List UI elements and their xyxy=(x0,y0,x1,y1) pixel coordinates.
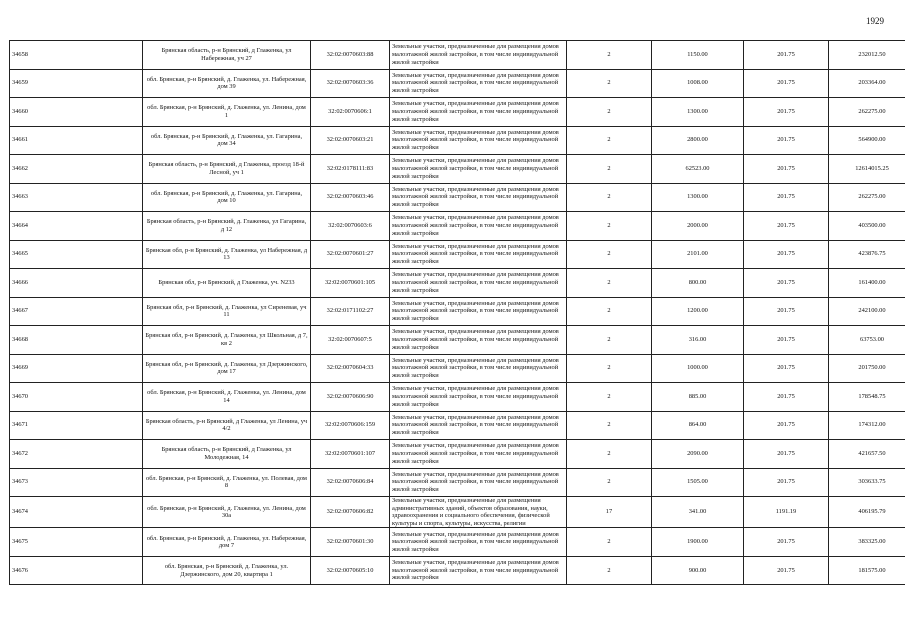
use-category-cell: 2 xyxy=(567,240,652,269)
specific-value-cell: 201.75 xyxy=(744,126,829,155)
cadastral-number-cell: 32:02:0070601:30 xyxy=(311,528,390,557)
parcel-id-cell: 34658 xyxy=(10,41,143,70)
cadastral-number-cell: 32:02:0070603:6 xyxy=(311,212,390,241)
permitted-use-cell: Земельные участки, предназначенные для размещения домов малоэтажной жилой застройки, в том числе индивидуальной жилой застройки xyxy=(390,297,567,326)
cadastral-value-cell: 232012.50 xyxy=(829,41,905,70)
permitted-use-cell: Земельные участки, предназначенные для размещения домов малоэтажной жилой застройки, в том числе индивидуальной жилой застройки xyxy=(390,69,567,98)
use-category-cell: 2 xyxy=(567,183,652,212)
specific-value-cell: 201.75 xyxy=(744,69,829,98)
table-row xyxy=(10,98,905,127)
address-cell: обл. Брянская, р-н Брянский, д. Глаженка, ул. Ленина, дом 30а xyxy=(143,497,311,528)
cadastral-number-cell: 32:02:0070601:107 xyxy=(311,440,390,469)
permitted-use-cell: Земельные участки, предназначенные для размещения домов малоэтажной жилой застройки, в том числе индивидуальной жилой застройки xyxy=(390,556,567,585)
cadastral-number-cell: 32:02:0070603:36 xyxy=(311,69,390,98)
cadastral-number-cell: 32:02:0070606:82 xyxy=(311,497,390,528)
permitted-use-cell: Земельные участки, предназначенные для размещения домов малоэтажной жилой застройки, в том числе индивидуальной жилой застройки xyxy=(390,98,567,127)
use-category-cell: 2 xyxy=(567,468,652,497)
address-cell: Брянская обл, р-н Брянский, д. Глаженка, ул Школьная, д 7, кв 2 xyxy=(143,326,311,355)
area-cell: 1300.00 xyxy=(652,183,744,212)
permitted-use-cell: Земельные участки, предназначенные для размещения домов малоэтажной жилой застройки, в том числе индивидуальной жилой застройки xyxy=(390,155,567,184)
parcel-id-cell: 34674 xyxy=(10,497,143,528)
use-category-cell: 2 xyxy=(567,126,652,155)
address-cell: Брянская область, р-н Брянский, д. Глаженка, ул Гагарина, д 12 xyxy=(143,212,311,241)
parcel-id-cell: 34663 xyxy=(10,183,143,212)
permitted-use-cell: Земельные участки, предназначенные для размещения домов малоэтажной жилой застройки, в том числе индивидуальной жилой застройки xyxy=(390,269,567,298)
area-cell: 341.00 xyxy=(652,497,744,528)
table-row xyxy=(10,383,905,412)
area-cell: 800.00 xyxy=(652,269,744,298)
permitted-use-cell: Земельные участки, предназначенные для размещения домов малоэтажной жилой застройки, в том числе индивидуальной жилой застройки xyxy=(390,240,567,269)
table-row xyxy=(10,41,905,70)
address-cell: Брянская обл, р-н Брянский, д. Глаженка, ул Набережная, д 13 xyxy=(143,240,311,269)
parcel-id-cell: 34672 xyxy=(10,440,143,469)
area-cell: 1900.00 xyxy=(652,528,744,557)
use-category-cell: 2 xyxy=(567,98,652,127)
table-row xyxy=(10,354,905,383)
cadastral-number-cell: 32:02:0070605:10 xyxy=(311,556,390,585)
permitted-use-cell: Земельные участки, предназначенные для размещения домов малоэтажной жилой застройки, в том числе индивидуальной жилой застройки xyxy=(390,440,567,469)
area-cell: 1008.00 xyxy=(652,69,744,98)
specific-value-cell: 201.75 xyxy=(744,383,829,412)
specific-value-cell: 201.75 xyxy=(744,468,829,497)
use-category-cell: 2 xyxy=(567,212,652,241)
area-cell: 885.00 xyxy=(652,383,744,412)
registry-table-body xyxy=(10,41,905,585)
parcel-id-cell: 34659 xyxy=(10,69,143,98)
use-category-cell: 2 xyxy=(567,528,652,557)
specific-value-cell: 201.75 xyxy=(744,41,829,70)
area-cell: 900.00 xyxy=(652,556,744,585)
specific-value-cell: 201.75 xyxy=(744,556,829,585)
area-cell: 2101.00 xyxy=(652,240,744,269)
cadastral-value-cell: 421657.50 xyxy=(829,440,905,469)
table-row xyxy=(10,269,905,298)
cadastral-value-cell: 403500.00 xyxy=(829,212,905,241)
address-cell: обл. Брянская, р-н Брянский, д. Глаженка, ул. Гагарина, дом 10 xyxy=(143,183,311,212)
land-registry-table xyxy=(9,40,905,585)
permitted-use-cell: Земельные участки, предназначенные для размещения домов малоэтажной жилой застройки, в том числе индивидуальной жилой застройки xyxy=(390,41,567,70)
specific-value-cell: 201.75 xyxy=(744,98,829,127)
use-category-cell: 2 xyxy=(567,326,652,355)
address-cell: Брянская область, р-н Брянский, д Глаженка, ул Молодежная, 14 xyxy=(143,440,311,469)
parcel-id-cell: 34664 xyxy=(10,212,143,241)
cadastral-number-cell: 32:02:0070607:5 xyxy=(311,326,390,355)
table-row xyxy=(10,155,905,184)
use-category-cell: 2 xyxy=(567,383,652,412)
cadastral-value-cell: 423876.75 xyxy=(829,240,905,269)
table-row xyxy=(10,326,905,355)
cadastral-value-cell: 63753.00 xyxy=(829,326,905,355)
address-cell: Брянская область, р-н Брянский, д Глаженка, проезд 18-й Лесной, уч 1 xyxy=(143,155,311,184)
permitted-use-cell: Земельные участки, предназначенные для размещения домов малоэтажной жилой застройки, в том числе индивидуальной жилой застройки xyxy=(390,183,567,212)
cadastral-number-cell: 32:02:0070604:33 xyxy=(311,354,390,383)
specific-value-cell: 201.75 xyxy=(744,297,829,326)
cadastral-value-cell: 178548.75 xyxy=(829,383,905,412)
parcel-id-cell: 34669 xyxy=(10,354,143,383)
use-category-cell: 2 xyxy=(567,269,652,298)
cadastral-value-cell: 242100.00 xyxy=(829,297,905,326)
parcel-id-cell: 34665 xyxy=(10,240,143,269)
parcel-id-cell: 34671 xyxy=(10,411,143,440)
cadastral-value-cell: 203364.00 xyxy=(829,69,905,98)
parcel-id-cell: 34661 xyxy=(10,126,143,155)
area-cell: 2800.00 xyxy=(652,126,744,155)
use-category-cell: 17 xyxy=(567,497,652,528)
permitted-use-cell: Земельные участки, предназначенные для размещения домов малоэтажной жилой застройки, в том числе индивидуальной жилой застройки xyxy=(390,411,567,440)
table-row xyxy=(10,212,905,241)
area-cell: 1000.00 xyxy=(652,354,744,383)
use-category-cell: 2 xyxy=(567,155,652,184)
table-row xyxy=(10,497,905,528)
table-row xyxy=(10,556,905,585)
address-cell: обл. Брянская, р-н Брянский, д. Глаженка, ул. Полевая, дом 8 xyxy=(143,468,311,497)
permitted-use-cell: Земельные участки, предназначенные для размещения домов малоэтажной жилой застройки, в том числе индивидуальной жилой застройки xyxy=(390,326,567,355)
permitted-use-cell: Земельные участки, предназначенные для размещения домов малоэтажной жилой застройки, в том числе индивидуальной жилой застройки xyxy=(390,528,567,557)
permitted-use-cell: Земельные участки, предназначенные для размещения административных зданий, объектов образования, науки, здравоохранения и социального обеспечения, физической культуры и спорта, культуры, искусства, религии xyxy=(390,497,567,528)
address-cell: обл. Брянская, р-н Брянский, д. Глаженка, ул. Гагарина, дом 34 xyxy=(143,126,311,155)
use-category-cell: 2 xyxy=(567,440,652,469)
address-cell: обл. Брянская, р-н Брянский, д. Глаженка, ул. Дзержинского, дом 20, квартира 1 xyxy=(143,556,311,585)
table-row xyxy=(10,183,905,212)
cadastral-number-cell: 32:02:0070606:159 xyxy=(311,411,390,440)
specific-value-cell: 201.75 xyxy=(744,411,829,440)
cadastral-number-cell: 32:02:0070603:21 xyxy=(311,126,390,155)
cadastral-value-cell: 161400.00 xyxy=(829,269,905,298)
specific-value-cell: 201.75 xyxy=(744,212,829,241)
address-cell: обл. Брянская, р-н Брянский, д. Глаженка, ул. Набережная, дом 7 xyxy=(143,528,311,557)
cadastral-value-cell: 406195.79 xyxy=(829,497,905,528)
specific-value-cell: 201.75 xyxy=(744,440,829,469)
specific-value-cell: 201.75 xyxy=(744,528,829,557)
cadastral-value-cell: 12614015.25 xyxy=(829,155,905,184)
cadastral-value-cell: 181575.00 xyxy=(829,556,905,585)
parcel-id-cell: 34660 xyxy=(10,98,143,127)
area-cell: 1150.00 xyxy=(652,41,744,70)
cadastral-number-cell: 32:02:0070603:46 xyxy=(311,183,390,212)
cadastral-number-cell: 32:02:0070606:1 xyxy=(311,98,390,127)
cadastral-value-cell: 303633.75 xyxy=(829,468,905,497)
address-cell: Брянская обл, р-н Брянский, д Глаженка, уч. N233 xyxy=(143,269,311,298)
area-cell: 62523.00 xyxy=(652,155,744,184)
permitted-use-cell: Земельные участки, предназначенные для размещения домов малоэтажной жилой застройки, в том числе индивидуальной жилой застройки xyxy=(390,354,567,383)
permitted-use-cell: Земельные участки, предназначенные для размещения домов малоэтажной жилой застройки, в том числе индивидуальной жилой застройки xyxy=(390,468,567,497)
specific-value-cell: 201.75 xyxy=(744,354,829,383)
area-cell: 1505.00 xyxy=(652,468,744,497)
cadastral-number-cell: 32:02:0070606:90 xyxy=(311,383,390,412)
address-cell: Брянская область, р-н Брянский, д Глаженка, ул Набережная, уч 27 xyxy=(143,41,311,70)
area-cell: 1200.00 xyxy=(652,297,744,326)
area-cell: 864.00 xyxy=(652,411,744,440)
cadastral-value-cell: 262275.00 xyxy=(829,98,905,127)
cadastral-value-cell: 174312.00 xyxy=(829,411,905,440)
parcel-id-cell: 34662 xyxy=(10,155,143,184)
cadastral-value-cell: 262275.00 xyxy=(829,183,905,212)
parcel-id-cell: 34666 xyxy=(10,269,143,298)
cadastral-number-cell: 32:02:0178111:83 xyxy=(311,155,390,184)
area-cell: 1300.00 xyxy=(652,98,744,127)
page-number: 1929 xyxy=(866,16,884,26)
use-category-cell: 2 xyxy=(567,411,652,440)
parcel-id-cell: 34673 xyxy=(10,468,143,497)
parcel-id-cell: 34676 xyxy=(10,556,143,585)
address-cell: обл. Брянская, р-н Брянский, д. Глаженка, ул. Ленина, дом 1 xyxy=(143,98,311,127)
area-cell: 316.00 xyxy=(652,326,744,355)
table-row xyxy=(10,440,905,469)
address-cell: обл. Брянская, р-н Брянский, д. Глаженка, ул. Набережная, дом 39 xyxy=(143,69,311,98)
cadastral-number-cell: 32:02:0070606:84 xyxy=(311,468,390,497)
permitted-use-cell: Земельные участки, предназначенные для размещения домов малоэтажной жилой застройки, в том числе индивидуальной жилой застройки xyxy=(390,383,567,412)
parcel-id-cell: 34668 xyxy=(10,326,143,355)
address-cell: Брянская обл, р-н Брянский, д. Глаженка, ул Сиреневая, уч 11 xyxy=(143,297,311,326)
specific-value-cell: 201.75 xyxy=(744,326,829,355)
use-category-cell: 2 xyxy=(567,556,652,585)
table-row xyxy=(10,411,905,440)
address-cell: обл. Брянская, р-н Брянский, д. Глаженка, ул. Ленина, дом 14 xyxy=(143,383,311,412)
table-row xyxy=(10,126,905,155)
use-category-cell: 2 xyxy=(567,297,652,326)
specific-value-cell: 201.75 xyxy=(744,240,829,269)
cadastral-number-cell: 32:02:0070603:88 xyxy=(311,41,390,70)
specific-value-cell: 201.75 xyxy=(744,269,829,298)
table-row xyxy=(10,297,905,326)
area-cell: 2090.00 xyxy=(652,440,744,469)
cadastral-number-cell: 32:02:0070601:27 xyxy=(311,240,390,269)
area-cell: 2000.00 xyxy=(652,212,744,241)
table-row xyxy=(10,240,905,269)
parcel-id-cell: 34675 xyxy=(10,528,143,557)
parcel-id-cell: 34670 xyxy=(10,383,143,412)
use-category-cell: 2 xyxy=(567,69,652,98)
table-row xyxy=(10,468,905,497)
cadastral-value-cell: 564900.00 xyxy=(829,126,905,155)
parcel-id-cell: 34667 xyxy=(10,297,143,326)
address-cell: Брянская область, р-н Брянский, д Глаженка, ул Ленина, уч 4/2 xyxy=(143,411,311,440)
cadastral-number-cell: 32:02:0070601:105 xyxy=(311,269,390,298)
cadastral-number-cell: 32:02:0171102:27 xyxy=(311,297,390,326)
specific-value-cell: 1191.19 xyxy=(744,497,829,528)
cadastral-value-cell: 201750.00 xyxy=(829,354,905,383)
table-row xyxy=(10,69,905,98)
use-category-cell: 2 xyxy=(567,41,652,70)
table-row xyxy=(10,528,905,557)
use-category-cell: 2 xyxy=(567,354,652,383)
specific-value-cell: 201.75 xyxy=(744,183,829,212)
cadastral-value-cell: 383325.00 xyxy=(829,528,905,557)
permitted-use-cell: Земельные участки, предназначенные для размещения домов малоэтажной жилой застройки, в том числе индивидуальной жилой застройки xyxy=(390,126,567,155)
specific-value-cell: 201.75 xyxy=(744,155,829,184)
address-cell: Брянская обл, р-н Брянский, д. Глаженка, ул Дзержинского, дом 17 xyxy=(143,354,311,383)
permitted-use-cell: Земельные участки, предназначенные для размещения домов малоэтажной жилой застройки, в том числе индивидуальной жилой застройки xyxy=(390,212,567,241)
